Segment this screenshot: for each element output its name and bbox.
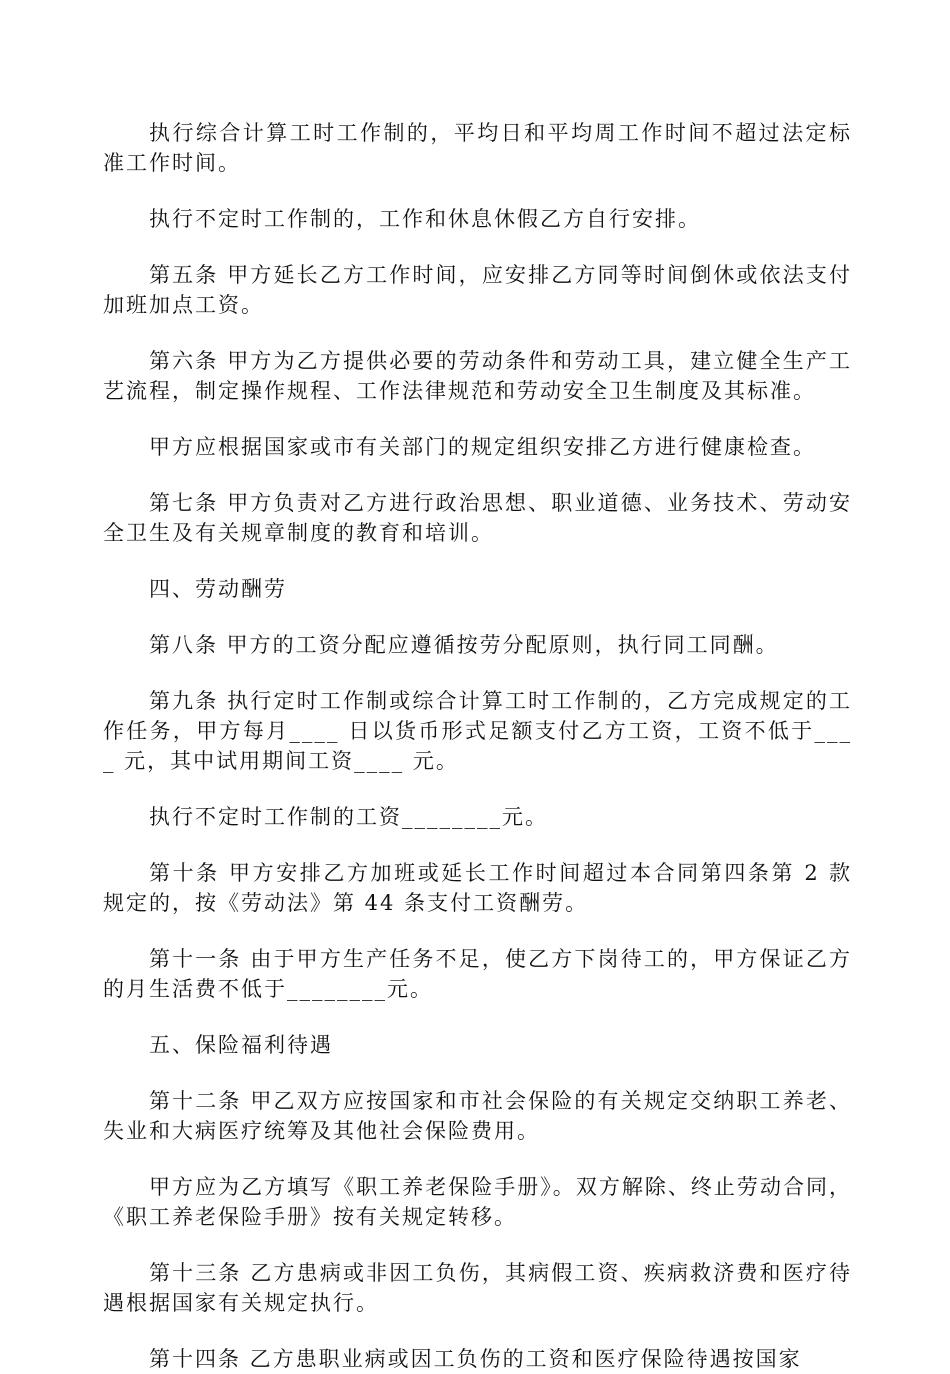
paragraph-9: 第九条 执行定时工作制或综合计算工时工作制的，乙方完成规定的工作任务，甲方每月____ 日以货币形式足额支付乙方工资，工资不低于____ 元，其中试用期间工资____ 元。: [103, 689, 852, 773]
paragraph-15: 甲方应为乙方填写《职工养老保险手册》。双方解除、终止劳动合同，《职工养老保险手册》按有关规定转移。: [103, 1175, 852, 1229]
section-heading-5: 五、保险福利待遇: [149, 1033, 333, 1057]
paragraph-8: 第八条 甲方的工资分配应遵循按劳分配原则，执行同工同酬。: [149, 633, 779, 657]
section-heading-4: 四、劳动酬劳: [149, 577, 287, 601]
paragraph-12: 第十一条 由于甲方生产任务不足，使乙方下岗待工的，甲方保证乙方的月生活费不低于________元。: [103, 947, 852, 1001]
paragraph-14: 第十二条 甲乙双方应按国家和市社会保险的有关规定交纳职工养老、失业和大病医疗统筹及其他社会保险费用。: [103, 1089, 852, 1143]
paragraph-10: 执行不定时工作制的工资________元。: [149, 805, 548, 829]
paragraph-17: 第十四条 乙方患职业病或因工负伤的工资和医疗保险待遇按国家: [149, 1347, 802, 1371]
paragraph-6: 第七条 甲方负责对乙方进行政治思想、职业道德、业务技术、劳动安全卫生及有关规章制度的教育和培训。: [103, 491, 852, 545]
paragraph-11: 第十条 甲方安排乙方加班或延长工作时间超过本合同第四条第 2 款规定的，按《劳动法》第 44 条支付工资酬劳。: [103, 861, 852, 915]
paragraph-2: 执行不定时工作制的，工作和休息休假乙方自行安排。: [149, 207, 701, 231]
paragraph-1: 执行综合计算工时工作制的，平均日和平均周工作时间不超过法定标准工作时间。: [103, 121, 852, 175]
paragraph-3: 第五条 甲方延长乙方工作时间，应安排乙方同等时间倒休或依法支付加班加点工资。: [103, 263, 852, 317]
paragraph-16: 第十三条 乙方患病或非因工负伤，其病假工资、疾病救济费和医疗待遇根据国家有关规定执行。: [103, 1261, 852, 1315]
paragraph-4: 第六条 甲方为乙方提供必要的劳动条件和劳动工具，建立健全生产工艺流程，制定操作规程、工作法律规范和劳动安全卫生制度及其标准。: [103, 349, 852, 403]
paragraph-5: 甲方应根据国家或市有关部门的规定组织安排乙方进行健康检查。: [149, 435, 816, 459]
